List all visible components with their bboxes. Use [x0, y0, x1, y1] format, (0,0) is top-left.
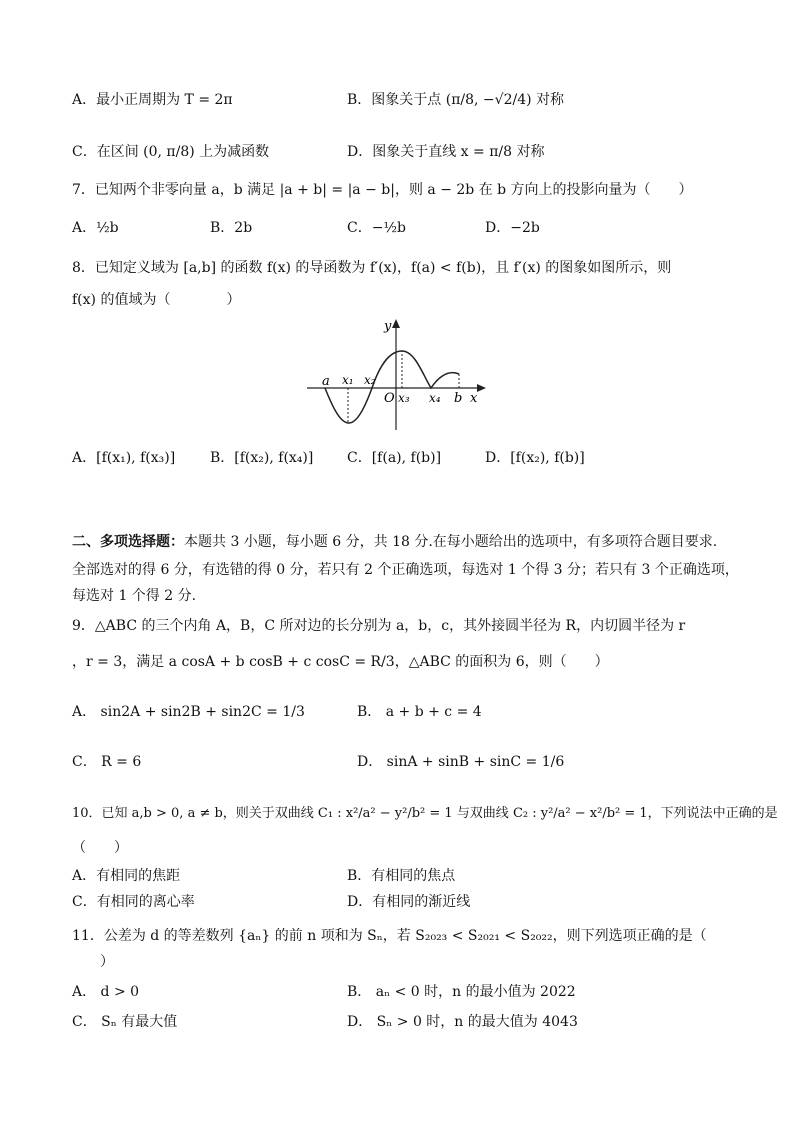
y-axis-arrow — [392, 319, 400, 328]
q11-option-b: B． aₙ < 0 时，n 的最小值为 2022 — [347, 984, 576, 1000]
label-x4: x₄ — [429, 391, 441, 405]
q8-option-b: B．[f(x₂), f(x₄)] — [210, 450, 314, 466]
q10-stem-line2: （ ） — [72, 840, 128, 856]
q8-stem-line1: 8．已知定义域为 [a,b] 的函数 f(x) 的导函数为 f′(x)，f(a) < f(b)，且 f′(x) 的图象如图所示，则 — [72, 260, 672, 276]
q9-stem-line1: 9．△ABC 的三个内角 A，B，C 所对边的长分别为 a，b，c，其外接圆半径为 R，内切圆半径为 r — [72, 618, 686, 634]
q8-option-c: C．[f(a), f(b)] — [347, 450, 442, 466]
q11-option-c: C． Sₙ 有最大值 — [72, 1014, 178, 1030]
q7-option-b: B．2b — [210, 220, 253, 236]
section2-line1 — [72, 532, 717, 552]
label-x: x — [470, 391, 478, 406]
q8-stem-line2: f(x) 的值域为（ ） — [72, 292, 241, 308]
q10-option-d: D．有相同的渐近线 — [347, 894, 471, 910]
q7-stem: 7．已知两个非零向量 a，b 满足 |a + b| = |a − b|，则 a − 2b 在 b 方向上的投影向量为（ ） — [72, 182, 693, 198]
q10-option-b: B．有相同的焦点 — [347, 868, 456, 884]
q10-stem-line1: 10．已知 a,b > 0, a ≠ b，则关于双曲线 C₁ : x²/a² − y²/b² = 1 与双曲线 C₂ : y²/a² − x²/b² = 1，下列说法中正确的是 — [72, 806, 778, 821]
q9-option-a: A． sin2A + sin2B + sin2C = 1/3 — [72, 704, 305, 720]
q10-option-a: A．有相同的焦距 — [72, 868, 181, 884]
q6-option-a: A．最小正周期为 T = 2π — [72, 92, 233, 108]
x-axis-arrow — [477, 384, 486, 392]
label-y: y — [384, 319, 392, 334]
q6-option-c: C．在区间 (0, π/8) 上为减函数 — [72, 144, 270, 160]
q6-option-d: D．图象关于直线 x = π/8 对称 — [347, 144, 545, 160]
q9-stem-line2: ，r = 3，满足 a cosA + b cosB + c cosC = R/3，△ABC 的面积为 6，则（ ） — [72, 654, 609, 670]
q7-option-c: C．−½b — [347, 220, 406, 236]
label-x3: x₃ — [398, 391, 410, 405]
label-a: a — [322, 374, 330, 389]
q8-option-d: D．[f(x₂), f(b)] — [485, 450, 585, 466]
q11-stem-line2: ） — [72, 954, 114, 970]
q11-stem-line1: 11．公差为 d 的等差数列 {aₙ} 的前 n 项和为 Sₙ，若 S₂₀₂₃ < S₂₀₂₁ < S₂₀₂₂，则下列选项正确的是（ — [72, 928, 707, 944]
q7-option-d: D．−2b — [485, 220, 540, 236]
q6-option-b: B．图象关于点 (π/8, −√2/4) 对称 — [347, 92, 565, 108]
derivative-curve — [325, 351, 459, 423]
section2-line1-rest: 本题共 3 小题，每小题 6 分，共 18 分.在每小题给出的选项中，有多项符合题目要求. — [184, 534, 718, 550]
q10-option-c: C．有相同的离心率 — [72, 894, 195, 910]
q9-option-b: B． a + b + c = 4 — [357, 704, 482, 720]
q11-option-d: D． Sₙ > 0 时，n 的最大值为 4043 — [347, 1014, 578, 1030]
q7-option-a: A．½b — [72, 220, 119, 236]
q9-option-d: D． sinA + sinB + sinC = 1/6 — [357, 754, 565, 770]
derivative-graph — [305, 315, 490, 435]
label-x2: x₂ — [364, 373, 376, 387]
label-o: O — [384, 391, 395, 406]
q11-option-a: A． d > 0 — [72, 984, 140, 1000]
section2-line2: 全部选对的得 6 分，有选错的得 0 分，若只有 2 个正确选项，每选对 1 个得 3 分；若只有 3 个正确选项， — [72, 562, 739, 578]
q8-option-a: A．[f(x₁), f(x₃)] — [72, 450, 176, 466]
section2-line3: 每选对 1 个得 2 分. — [72, 588, 197, 604]
section2-heading: 二、多项选择题： — [72, 534, 184, 550]
label-x1: x₁ — [342, 373, 354, 387]
q9-option-c: C． R = 6 — [72, 754, 142, 770]
label-b: b — [454, 391, 463, 406]
